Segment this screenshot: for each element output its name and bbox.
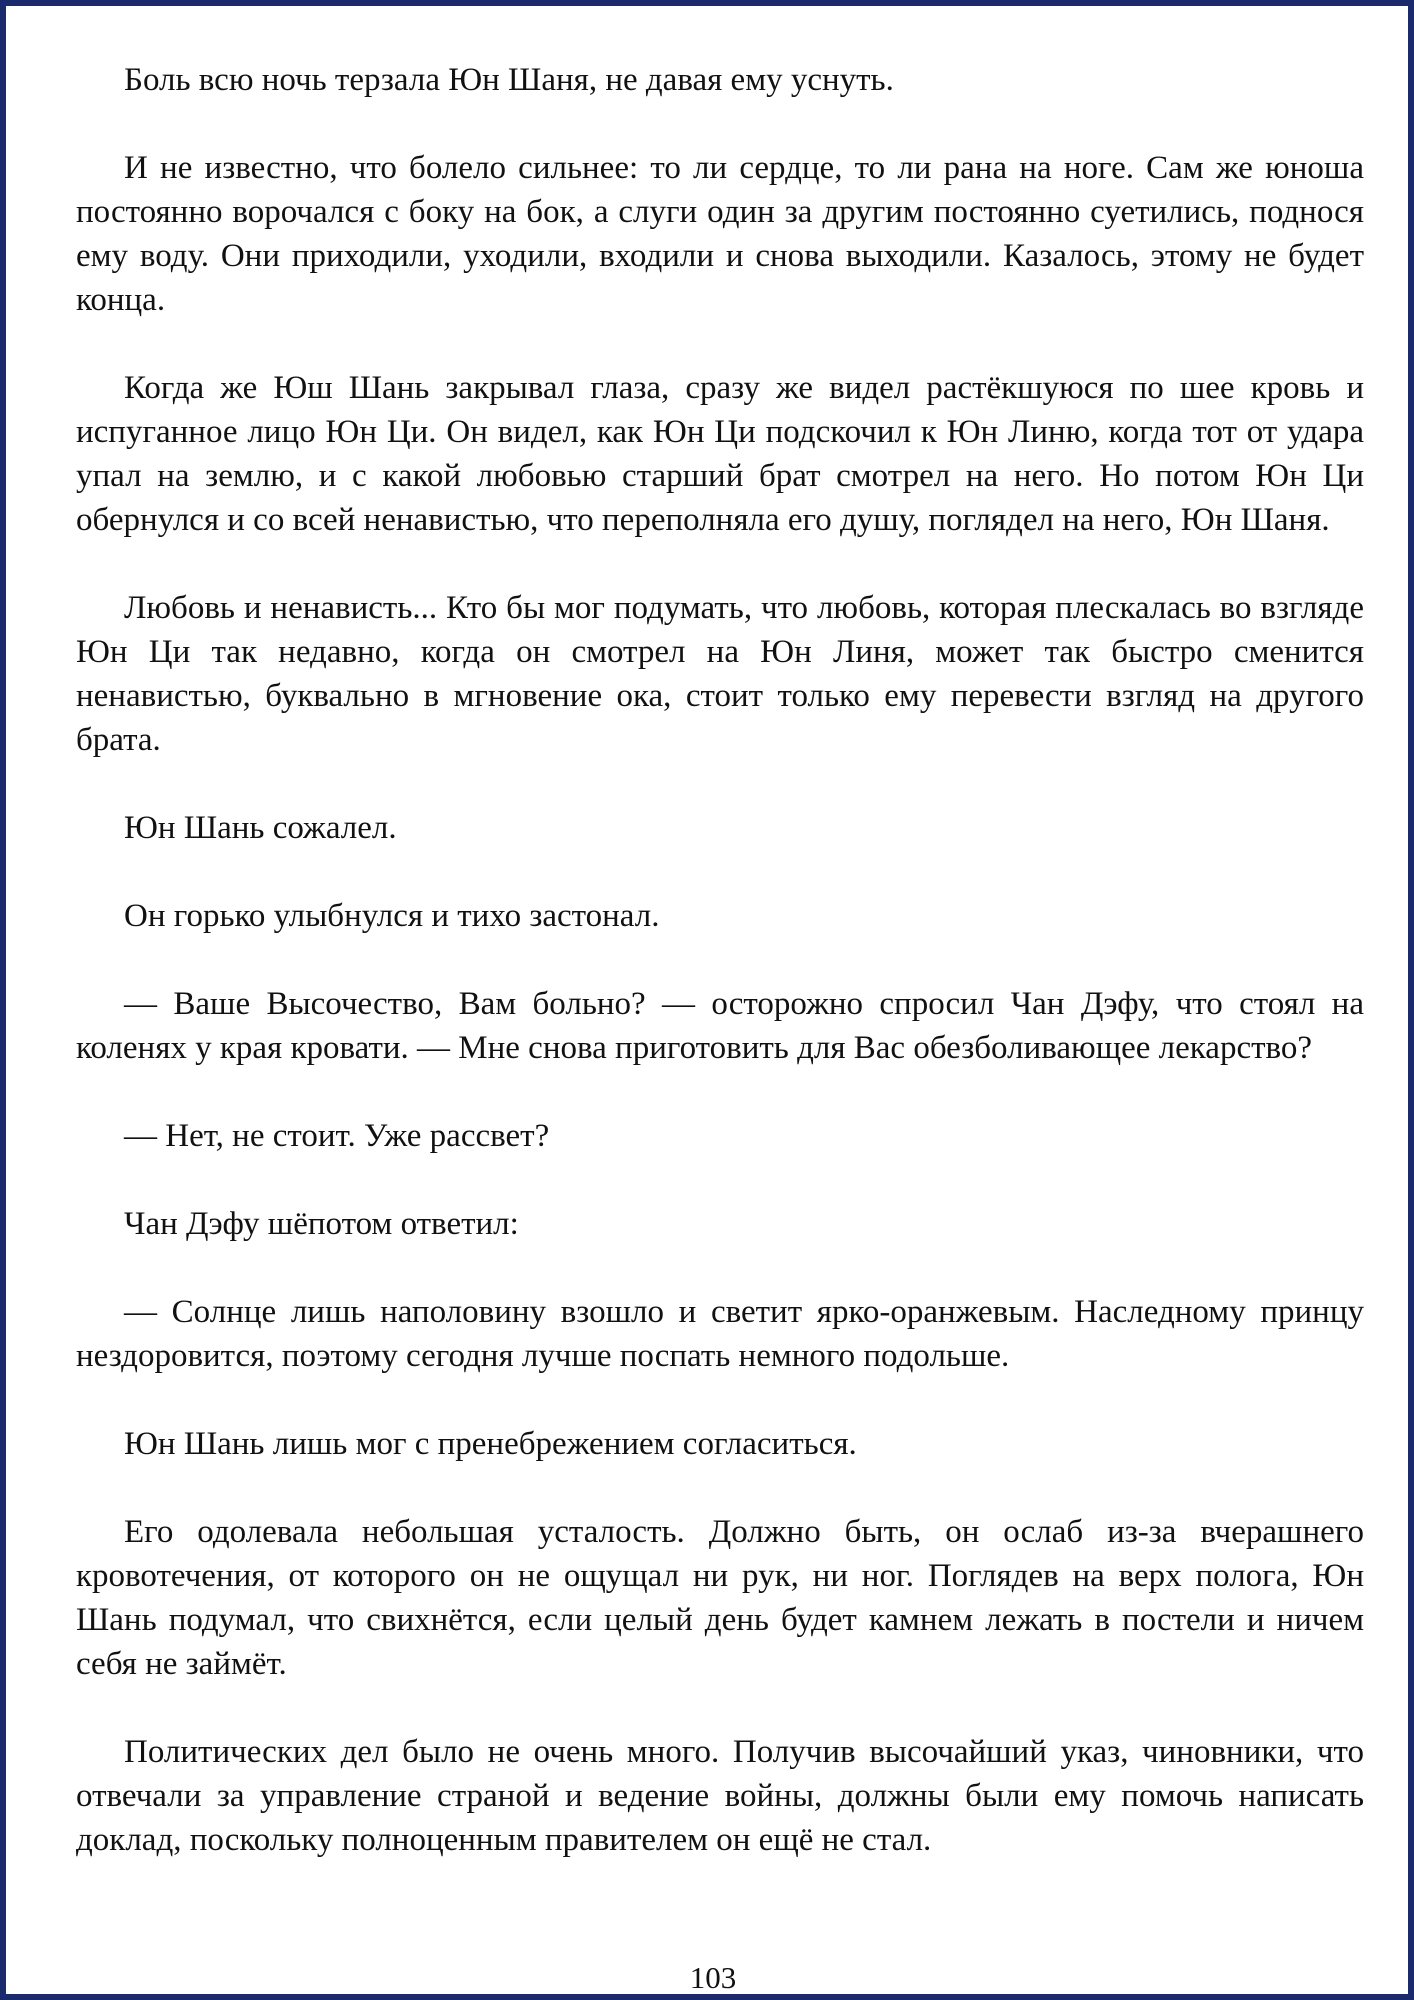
page-number: 103 xyxy=(689,1960,737,1995)
paragraph-9: Чан Дэфу шёпотом ответил: xyxy=(124,1206,519,1242)
paragraph-4: Любовь и ненависть... Кто бы мог подумать, что любовь, которая плескалась во взгляде Юн Ци так недавно, когда он смотрел на Юн Линя, может так быстро сменится ненавистью, буквально в мгновение ока, стоит только ему перевести взгляд на другого брата. xyxy=(76,590,1364,758)
paragraph-8: — Нет, не стоит. Уже рассвет? xyxy=(124,1118,550,1154)
text-body xyxy=(76,58,1364,1906)
paragraph-11: Юн Шань лишь мог с пренебрежением согласиться. xyxy=(124,1426,857,1462)
paragraph-5: Юн Шань сожалел. xyxy=(124,810,397,846)
paragraph-7: — Ваше Высочество, Вам больно? — осторожно спросил Чан Дэфу, что стоял на коленях у края кровати. — Мне снова приготовить для Вас обезболивающее лекарство? xyxy=(76,986,1364,1066)
paragraph-13: Политических дел было не очень много. Получив высочайший указ, чиновники, что отвечали за управление страной и ведение войны, должны были ему помочь написать доклад, поскольку полноценным правителем он ещё не стал. xyxy=(76,1734,1364,1858)
paragraph-3: Когда же Юш Шань закрывал глаза, сразу же видел растёкшуюся по шее кровь и испуганное лицо Юн Ци. Он видел, как Юн Ци подскочил к Юн Линю, когда тот от удара упал на землю, и с какой любовью старший брат смотрел на него. Но потом Юн Ци обернулся и со всей ненавистью, что переполняла его душу, поглядел на него, Юн Шаня. xyxy=(76,370,1364,538)
paragraph-2: И не известно, что болело сильнее: то ли сердце, то ли рана на ноге. Сам же юноша постоянно ворочался с боку на бок, а слуги один за другим постоянно суетились, поднося ему воду. Они приходили, уходили, входили и снова выходили. Казалось, этому не будет конца. xyxy=(76,150,1364,318)
paragraph-6: Он горько улыбнулся и тихо застонал. xyxy=(124,898,660,934)
paragraph-10: — Солнце лишь наполовину взошло и светит ярко-оранжевым. Наследному принцу нездоровится, поэтому сегодня лучше поспать немного подольше. xyxy=(76,1294,1364,1374)
paragraph-1: Боль всю ночь терзала Юн Шаня, не давая ему уснуть. xyxy=(124,62,894,98)
paragraph-12: Его одолевала небольшая усталость. Должно быть, он ослаб из-за вчерашнего кровотечения, от которого он не ощущал ни рук, ни ног. Поглядев на верх полога, Юн Шань подумал, что свихнётся, если целый день будет камнем лежать в постели и ничем себя не займёт. xyxy=(76,1514,1364,1682)
